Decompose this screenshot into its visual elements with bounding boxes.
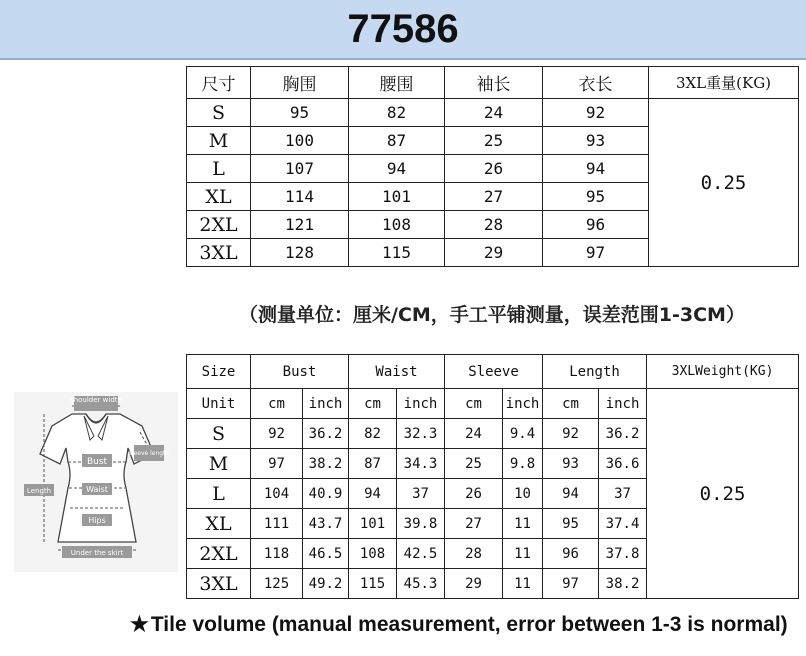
table-cell: 128 [251,239,349,267]
table-cell: 97 [251,449,303,479]
header-cell: 3XL重量(KG) [649,67,799,99]
table-cell: 87 [349,449,397,479]
sleeve-label: sleeve length [128,450,170,457]
table-cell: 11 [503,509,543,539]
table-cell: 93 [543,449,599,479]
table-cell: 36.2 [599,419,647,449]
table-cell: 92 [251,419,303,449]
table-cell: 114 [251,183,349,211]
table-cell: 93 [543,127,649,155]
table-cell: 101 [349,509,397,539]
table-cell: 26 [445,155,543,183]
table-cell: 92 [543,99,649,127]
unit-cell: cm [445,389,503,419]
header-cell: 尺寸 [187,67,251,99]
header-cell: Bust [251,355,349,389]
shoulder-label: shoulder width [70,396,122,404]
table-cell: 82 [349,419,397,449]
header-cell: 3XLWeight(KG) [647,355,799,389]
table-cell: 45.3 [397,569,445,599]
table-cell: 24 [445,419,503,449]
header-cell: Waist [349,355,445,389]
table-cell: 82 [349,99,445,127]
size-cell: L [187,155,251,183]
table-cell: 94 [349,155,445,183]
table-cell: 125 [251,569,303,599]
table-cell: 94 [349,479,397,509]
weight-cell: 0.25 [649,99,799,267]
size-cell: XL [187,509,251,539]
table-cell: 107 [251,155,349,183]
table-cell: 40.9 [303,479,349,509]
table-row [187,99,799,127]
table-cell: 101 [349,183,445,211]
table-cell: 96 [543,211,649,239]
table-cell: 97 [543,569,599,599]
tile-volume-note [130,612,806,637]
size-cell: M [187,127,251,155]
table-cell: 87 [349,127,445,155]
waist-label: Waist [86,485,108,494]
table-cell: 32.3 [397,419,445,449]
table-cell: 38.2 [599,569,647,599]
table-cell: 95 [251,99,349,127]
table-cell: 108 [349,539,397,569]
unit-cell: inch [397,389,445,419]
unit-cell: Unit [187,389,251,419]
unit-cell: inch [503,389,543,419]
table-cell: 46.5 [303,539,349,569]
table-cell: 11 [503,539,543,569]
table-cell: 95 [543,509,599,539]
table-cell: 104 [251,479,303,509]
unit-cell: inch [303,389,349,419]
table-cell: 34.3 [397,449,445,479]
table-cell: 10 [503,479,543,509]
header-cell: Length [543,355,647,389]
table-cell: 37 [397,479,445,509]
header-cell: 衣长 [543,67,649,99]
header-cell: 腰围 [349,67,445,99]
unit-cell: inch [599,389,647,419]
table-cell: 118 [251,539,303,569]
size-cell: S [187,99,251,127]
table-cell: 29 [445,239,543,267]
table-cell: 94 [543,155,649,183]
table-cell: 27 [445,183,543,211]
table-cell: 11 [503,569,543,599]
table-cell: 28 [445,539,503,569]
unit-row [187,389,799,419]
table-cell: 115 [349,239,445,267]
size-cell: S [187,419,251,449]
table-cell: 42.5 [397,539,445,569]
size-cell: 2XL [187,539,251,569]
table-cell: 111 [251,509,303,539]
table-cell: 37.8 [599,539,647,569]
table-cell: 25 [445,449,503,479]
header-cell: Sleeve [445,355,543,389]
size-cell: L [187,479,251,509]
en-size-table [186,354,799,599]
table-header-row [187,67,799,99]
table-cell: 36.2 [303,419,349,449]
skirt-label: Under the skirt [70,549,124,557]
table-cell: 95 [543,183,649,211]
table-cell: 38.2 [303,449,349,479]
table-cell: 115 [349,569,397,599]
length-label: Length [26,487,52,495]
measurement-note: （测量单位：厘米/CM，手工平铺测量，误差范围1-3CM） [239,304,745,326]
table-cell: 121 [251,211,349,239]
table-cell: 28 [445,211,543,239]
table-cell: 9.4 [503,419,543,449]
size-cell: 2XL [187,211,251,239]
table-cell: 97 [543,239,649,267]
size-cell: 3XL [187,569,251,599]
unit-cell: cm [543,389,599,419]
table-cell: 39.8 [397,509,445,539]
table-cell: 108 [349,211,445,239]
size-cell: M [187,449,251,479]
unit-cell: cm [251,389,303,419]
table-cell: 37 [599,479,647,509]
product-code: 77586 [347,7,459,51]
table-cell: 29 [445,569,503,599]
weight-cell: 0.25 [647,389,799,599]
hips-label: Hips [88,516,106,525]
size-cell: XL [187,183,251,211]
table-cell: 36.6 [599,449,647,479]
table-cell: 37.4 [599,509,647,539]
table-cell: 92 [543,419,599,449]
table-cell: 49.2 [303,569,349,599]
table-cell: 24 [445,99,543,127]
table-header-row [187,355,799,389]
table-cell: 96 [543,539,599,569]
table-cell: 9.8 [503,449,543,479]
table-cell: 26 [445,479,503,509]
table-cell: 94 [543,479,599,509]
size-cell: 3XL [187,239,251,267]
table-cell: 43.7 [303,509,349,539]
table-cell: 100 [251,127,349,155]
table-cell: 27 [445,509,503,539]
header-cell: 袖长 [445,67,543,99]
bust-label: Bust [86,457,108,467]
tile-volume-text: Tile volume (manual measurement, error between 1-3 is normal) [150,613,788,636]
title-banner [0,0,806,60]
header-cell: 胸围 [251,67,349,99]
garment-measurement-figure [14,392,178,572]
cn-size-table [186,66,799,267]
table-cell: 25 [445,127,543,155]
unit-cell: cm [349,389,397,419]
star-icon: ★ [130,613,149,636]
header-cell: Size [187,355,251,389]
